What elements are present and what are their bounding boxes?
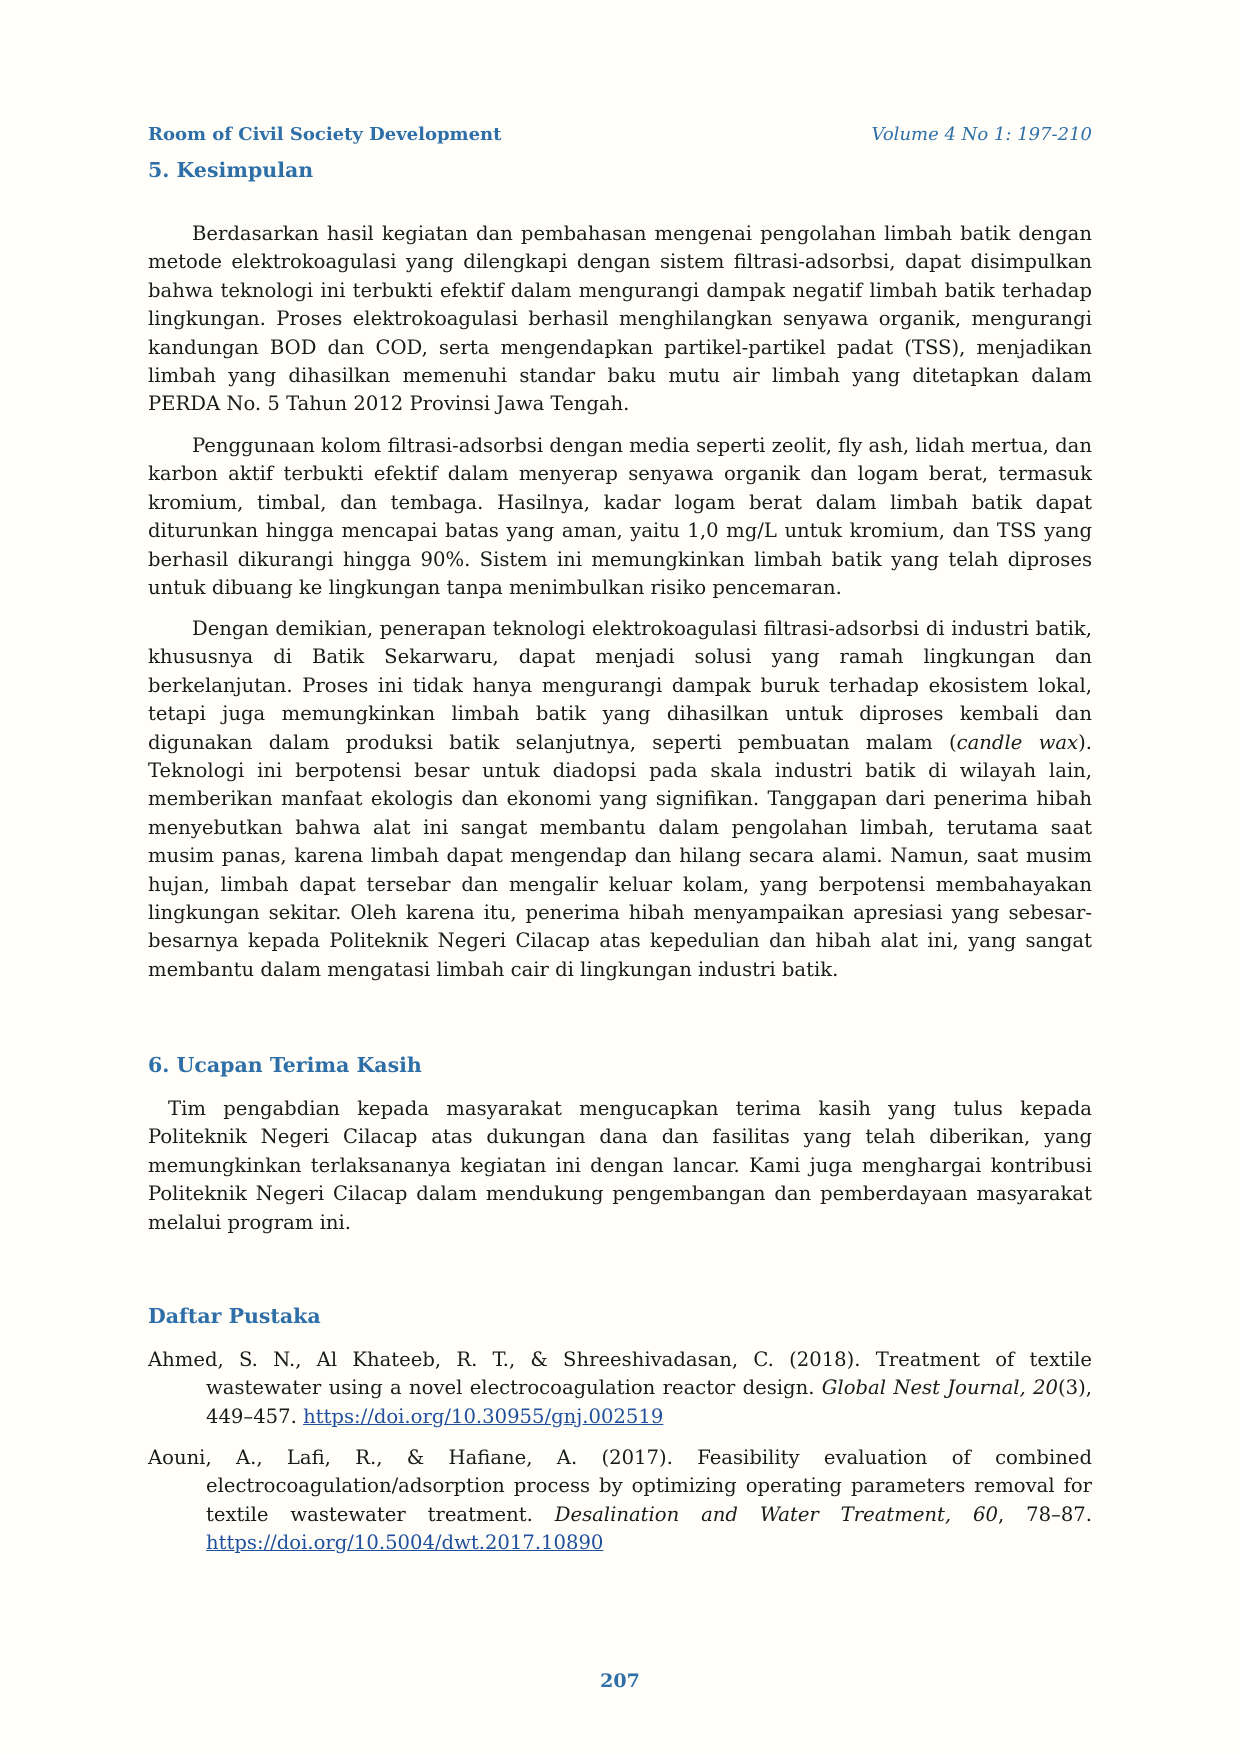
section-heading-kesimpulan: 5. Kesimpulan: [148, 158, 314, 182]
journal-title: Room of Civil Society Development: [148, 124, 502, 145]
reference-item: [148, 1346, 1092, 1431]
reference-item: [148, 1444, 1092, 1558]
volume-info: Volume 4 No 1: 197-210: [871, 124, 1092, 145]
paragraph-conclusion-2: Penggunaan kolom filtrasi-adsorbsi dengan media seperti zeolit, fly ash, lidah mertua, dan karbon aktif terbukti efektif dalam menyerap senyawa organik dan logam berat, termasuk kromium, timbal, dan tembaga. Hasilnya, kadar logam berat dalam limbah batik dapat diturunkan hingga mencapai batas yang aman, yaitu 1,0 mg/L untuk kromium, dan TSS yang berhasil dikurangi hingga 90%. Sistem ini memungkinkan limbah batik yang telah diproses untuk dibuang ke lingkungan tanpa menimbulkan risiko pencemaran.: [148, 434, 1092, 600]
reference-text: Ahmed, S. N., Al Khateeb, R. T., & Shreeshivadasan, C. (2018). Treatment of textile wastewater using a novel electrocoagulation reactor design.: [148, 1348, 1092, 1400]
reference-text: Aouni, A., Lafi, R., & Hafiane, A. (2017). Feasibility evaluation of combined electrocoagulation/adsorption process by optimizing operating parameters removal for textile wastewater treatment.: [148, 1446, 1092, 1526]
reference-text: , 78–87.: [997, 1502, 1092, 1526]
reference-doi-link[interactable]: https://doi.org/10.30955/gnj.002519: [303, 1404, 664, 1428]
italic-term: candle wax: [956, 730, 1079, 754]
paragraph-text: ). Teknologi ini berpotensi besar untuk diadopsi pada skala industri batik di wilayah lain, memberikan manfaat ekologis dan ekonomi yang signifikan. Tanggapan dari penerima hibah menyebutkan bahwa alat ini sangat membantu dalam pengolahan limbah, terutama saat musim panas, karena limbah dapat mengendap dan hilang secara alami. Namun, saat musim hujan, limbah dapat tersebar dan mengalir keluar kolam, yang berpotensi membahayakan lingkungan sekitar. Oleh karena itu, penerima hibah menyampaikan apresiasi yang sebesar-besarnya kepada Politeknik Negeri Cilacap atas kepedulian dan hibah alat ini, yang sangat membantu dalam mengatasi limbah cair di lingkungan industri batik.: [148, 730, 1092, 981]
reference-journal: Desalination and Water Treatment, 60: [554, 1502, 998, 1526]
reference-doi-link[interactable]: https://doi.org/10.5004/dwt.2017.10890: [206, 1531, 604, 1555]
paragraph-text: Dengan demikian, penerapan teknologi elektrokoagulasi filtrasi-adsorbsi di industri batik, khususnya di Batik Sekarwaru, dapat menjadi solusi yang ramah lingkungan dan berkelanjutan. Proses ini tidak hanya mengurangi dampak buruk terhadap ekosistem lokal, tetapi juga memungkinkan limbah batik yang dihasilkan untuk diproses kembali dan digunakan dalam produksi batik selanjutnya, seperti pembuatan malam (: [148, 617, 1092, 754]
section-heading-references: Daftar Pustaka: [148, 1304, 321, 1328]
paragraph-acknowledgement: Tim pengabdian kepada masyarakat mengucapkan terima kasih yang tulus kepada Politeknik Negeri Cilacap atas dukungan dana dan fasilitas yang telah diberikan, yang memungkinkan terlaksananya kegiatan ini dengan lancar. Kami juga menghargai kontribusi Politeknik Negeri Cilacap dalam mendukung pengembangan dan pemberdayaan masyarakat melalui program ini.: [148, 1097, 1092, 1234]
paragraph-conclusion-1: Berdasarkan hasil kegiatan dan pembahasan mengenai pengolahan limbah batik dengan metode elektrokoagulasi yang dilengkapi dengan sistem filtrasi-adsorbsi, dapat disimpulkan bahwa teknologi ini terbukti efektif dalam mengurangi dampak negatif limbah batik terhadap lingkungan. Proses elektrokoagulasi berhasil menghilangkan senyawa organik, mengurangi kandungan BOD dan COD, serta mengendapkan partikel-partikel padat (TSS), menjadikan limbah yang dihasilkan memenuhi standar baku mutu air limbah yang ditetapkan dalam PERDA No. 5 Tahun 2012 Provinsi Jawa Tengah.: [148, 222, 1092, 416]
reference-text: (3), 449–457.: [206, 1376, 1092, 1428]
page-number: 207: [600, 1670, 640, 1692]
reference-journal: Global Nest Journal, 20: [821, 1376, 1059, 1400]
paragraph-conclusion-3: [148, 615, 1092, 984]
running-head: [148, 124, 1092, 145]
section-heading-acknowledgement: 6. Ucapan Terima Kasih: [148, 1053, 422, 1077]
page: [148, 0, 1092, 1754]
